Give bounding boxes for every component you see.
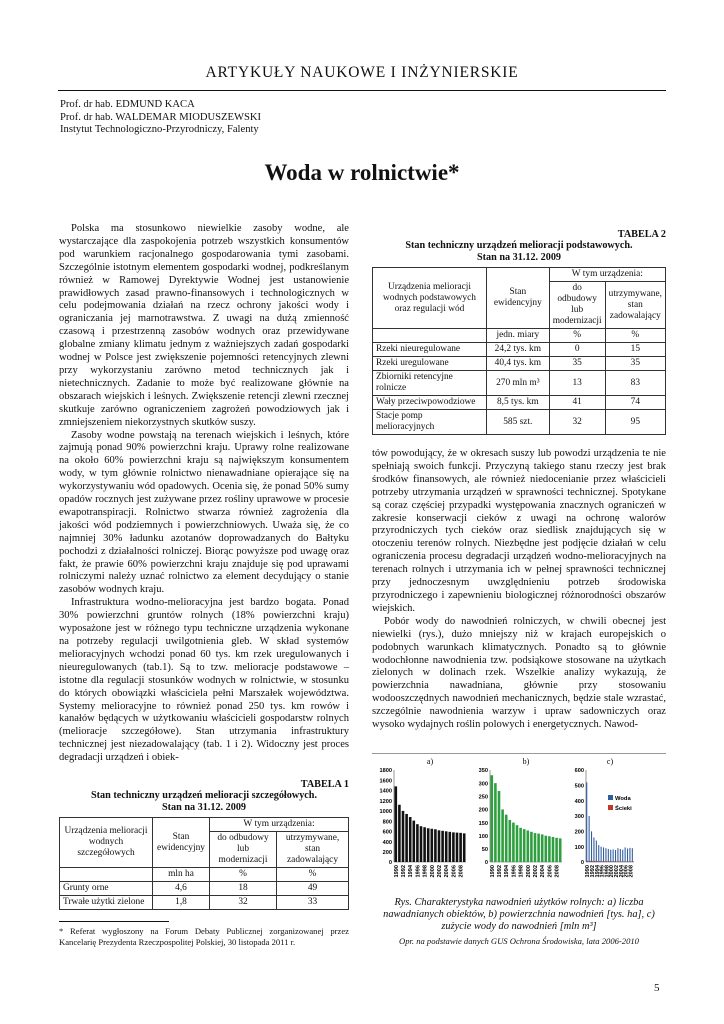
bar [505, 815, 508, 862]
bar-Ścieki [602, 861, 603, 862]
x-tick-label: 1998 [422, 865, 429, 878]
bar-Ścieki [628, 861, 629, 862]
table-row [60, 896, 349, 910]
bar [541, 834, 544, 862]
panel-label: c) [606, 757, 614, 766]
x-tick-label: 1992 [590, 865, 596, 878]
x-tick-label: 2008 [554, 865, 561, 878]
bar-Ścieki [594, 861, 595, 862]
bar [431, 829, 434, 862]
x-tick-label: 1996 [415, 865, 422, 878]
x-tick-label: 2004 [618, 865, 625, 878]
bar-Woda [627, 849, 628, 862]
cell: Zbiorniki retencyjne rolnicze [373, 371, 487, 396]
bar-Woda [620, 849, 621, 862]
figure-charts [372, 754, 666, 894]
x-tick-label: 2002 [533, 865, 539, 878]
y-tick-label: 600 [574, 768, 584, 775]
author-1: Prof. dr hab. EDMUND KACA [60, 99, 195, 110]
paragraph-1: Polska ma stosunkowo niewielkie zasoby wodne, ale wystarczające dla zaspokojenia potrzeb wszystkich konsumentów pod warunkiem racjonalnego gospodarowania tymi zasobami. Szczególnie istotnym elementem gospodarki wodnej, podkreślanym również w Ramowej Dyrektywie Wodnej jest ustanowienie prawidłowych zasad prawno-finansowych i technologicznych w celu podejmowania działań na rzecz ochrony jakości wody i ograniczania jej marnotrawstwa. Z uwagi na dużą zmienność czasową i przestrzenną zasobów wodnych oraz przewidywane globalne zmiany klimatu jednym z ważniejszych zadań gospodarki wodnej w Polsce jest zwiększenie pojemności retencyjnych zlewni przy wykorzystaniu zarówno metod technicznych jak i nietechnicznych. Zadanie to może być realizowane głównie na obszarach wiejskich i leśnych. Zwiększenie retencji zlewni rzecznej skutkuje zarówno ograniczeniem zagrożeń powodziowych jak i zmniejszeniem niekorzystnych skutków suszy. [59, 223, 349, 428]
panel-label: b) [522, 757, 530, 766]
t2-header-b: utrzymywane, stan zadowalający [605, 282, 665, 329]
cell: 40,4 tys. km [486, 357, 549, 371]
x-tick-label: 1998 [604, 865, 611, 878]
cell: Wały przeciwpowodziowe [373, 396, 487, 410]
cell: 270 mln m³ [486, 371, 549, 396]
bar [402, 811, 405, 862]
bar-Ścieki [630, 861, 631, 862]
cell: 0 [549, 343, 605, 357]
bar [413, 821, 416, 862]
bar-Woda [598, 845, 599, 862]
bar [534, 833, 537, 862]
footnote: * Referat wygłoszony na Forum Debaty Publicznej zorganizowanej przez Kancelarię Prezydenta Rzeczpospolitej Polskiej, 30 listopada 2011 r. [59, 926, 349, 947]
cell: Rzeki nieuregulowane [373, 343, 487, 357]
y-tick-label: 300 [574, 814, 584, 821]
x-tick-label: 1994 [594, 865, 601, 878]
y-tick-label: 0 [580, 860, 584, 867]
t1-header-a: do odbudowy lub modernizacji [210, 832, 277, 868]
bar [452, 832, 455, 862]
t2-pct-b: % [605, 329, 665, 343]
y-tick-label: 1400 [379, 788, 392, 795]
figure [372, 753, 666, 894]
cell: 32 [210, 896, 277, 910]
bar-Ścieki [599, 861, 600, 862]
y-tick-label: 1800 [379, 768, 392, 775]
y-tick-label: 1600 [379, 778, 392, 785]
t2-header-a: do odbudowy lub modernizacji [549, 282, 605, 329]
bar-Woda [608, 849, 609, 862]
bar [530, 832, 533, 862]
bar-Woda [610, 850, 611, 862]
bar-Woda [605, 848, 606, 862]
cell: 32 [549, 410, 605, 435]
y-tick-label: 0 [484, 860, 488, 867]
cell: 35 [549, 357, 605, 371]
table-1-label: TABELA 1 [300, 779, 349, 790]
t1-pct-a: % [210, 868, 277, 882]
t2-unit: jedn. miary [486, 329, 549, 343]
x-tick-label: 1990 [489, 865, 496, 878]
table-2-label: TABELA 2 [617, 229, 666, 240]
bar-Woda [617, 848, 618, 862]
bar [559, 838, 562, 862]
cell: 8,5 tys. km [486, 396, 549, 410]
bar [555, 838, 558, 862]
bar-Woda [589, 816, 590, 862]
x-tick-label: 2000 [609, 865, 616, 878]
article-title: Woda w rolnictwie* [264, 160, 460, 185]
bar [512, 823, 515, 862]
cell: 4,6 [153, 882, 210, 896]
x-tick-label: 1992 [401, 865, 407, 878]
panel-label: a) [426, 757, 434, 766]
y-tick-label: 250 [478, 794, 488, 801]
figure-source: Opr. na podstawie danych GUS Ochrona Środowiska, lata 2006-2010 [399, 936, 639, 946]
y-tick-label: 100 [574, 844, 584, 851]
table-1-caption-date: Stan na 31.12. 2009 [161, 802, 247, 814]
bar-Woda [593, 837, 594, 862]
figure-caption: Rys. Charakterystyka nawodnień użytków rolnych: a) liczba nawadnianych obiektów, b) powierzchnia nawodnień [tys. ha], c) zużycie wody do nawodnień [mln m³] [383, 897, 655, 933]
cell: 49 [277, 882, 349, 896]
paragraph-4: tów powodujący, że w okresach suszy lub powodzi urządzenia te nie spełniają swoich funkcji. Przyczyną takiego stanu rzeczy jest brak środków finansowych, ale również niedocenianie przez właścicieli potrzeby utrzymania urządzeń w sprawności technicznej. Spotykane są coraz częściej przypadki występowania znacznych ograniczeń w zakresie konserwacji cieków z uwagi na ochronę walorów przyrodniczych tych cieków oraz siedlisk znajdujących się w otoczeniu terenów rolnych. Niezbędne jest podjęcie działań w celu ograniczenia procesu degradacji urządzeń wodno-melioracyjnych na terenach rolnych i utrzymania ich w pełnej sprawności technicznej przy jednoczesnym uwzględnieniu potrzeb środowiska przyrodniczego i zapewnieniu biologicznej różnorodności obszarów wiejskich. [372, 448, 666, 614]
x-tick-label: 2000 [525, 865, 532, 878]
bar [527, 830, 530, 862]
table-1-caption: Stan techniczny urządzeń melioracji szczegółowych. [90, 790, 318, 801]
y-tick-label: 500 [574, 783, 584, 790]
author-block [60, 99, 261, 137]
x-tick-label: 1998 [518, 865, 525, 878]
cell: Rzeki uregulowane [373, 357, 487, 371]
cell: 15 [605, 343, 665, 357]
x-tick-label: 2002 [437, 865, 443, 878]
journal-section-header: ARTYKUŁY NAUKOWE I INŻYNIERSKIE [205, 64, 519, 81]
left-column [59, 223, 349, 765]
x-tick-label: 1992 [497, 865, 503, 878]
paragraph-3: Infrastruktura wodno-melioracyjna jest bardzo bogata. Ponad 30% powierzchni gruntów rolnych (18% powierzchni kraju) wyposażone jest w różnego typu techniczne urządzenia wykonane na potrzeby regulacji uwilgotnienia gleb. W skład systemów melioracyjnych wchodzi ponad 60 tys. km rzek uregulowanych i nieuregulowanych (tab.1). Są to tzw. melioracje podstawowe – istotne dla regulacji stosunków wodnych w rolnictwie, w stosunku do których obowiązki właściciela pełni Marszałek województwa. Systemy melioracyjne to również ponad 250 tys. km rowów i kanałów będących w użytkowaniu właścicieli gospodarstw rolnych (melioracje szczegółowe). Stan utrzymania infrastruktury technicznej jest niezadowalający (tab. 1 i 2). Widoczny jest proces degradacji urządzeń i obiek- [59, 597, 349, 764]
cell: 13 [549, 371, 605, 396]
y-tick-label: 200 [574, 829, 584, 836]
x-tick-label: 2008 [458, 865, 465, 878]
t2-header-stan: Stan ewidencyjny [486, 268, 549, 329]
cell: 35 [605, 357, 665, 371]
table-row [373, 371, 666, 396]
table-2-caption: Stan techniczny urządzeń melioracji podstawowych. [405, 240, 633, 251]
t1-header-wtym: W tym urządzenia: [210, 818, 349, 832]
cell: Stacje pomp melioracyjnych [373, 410, 487, 435]
bar [545, 836, 548, 862]
bar [434, 829, 437, 862]
bar [516, 825, 519, 862]
bar [501, 809, 504, 862]
bar-Ścieki [604, 861, 605, 862]
cell: Grunty orne [60, 882, 153, 896]
x-tick-label: 2002 [614, 865, 620, 878]
bar [398, 805, 401, 862]
bar-Woda [632, 848, 633, 862]
bar [445, 831, 448, 862]
bar-Woda [615, 850, 616, 862]
y-tick-label: 350 [478, 768, 488, 775]
bar-Ścieki [609, 861, 610, 862]
bar-Ścieki [633, 861, 634, 862]
x-tick-label: 2006 [547, 865, 554, 878]
y-tick-label: 200 [382, 849, 392, 856]
y-tick-label: 800 [382, 819, 392, 826]
t1-header-b: utrzymywane, stan zadowalający [277, 832, 349, 868]
bar-Ścieki [626, 861, 627, 862]
bar-Ścieki [616, 861, 617, 862]
x-tick-label: 1996 [511, 865, 518, 878]
y-tick-label: 400 [382, 839, 392, 846]
x-tick-label: 1994 [504, 865, 511, 878]
table-2-block [372, 229, 666, 435]
table-row [373, 357, 666, 371]
cell: Trwałe użytki zielone [60, 896, 153, 910]
affiliation: Instytut Technologiczno-Przyrodniczy, Falenty [60, 124, 259, 136]
cell: 18 [210, 882, 277, 896]
x-tick-label: 2004 [444, 865, 451, 878]
cell: 33 [277, 896, 349, 910]
cell: 41 [549, 396, 605, 410]
bar-Ścieki [606, 861, 607, 862]
bar [491, 775, 494, 862]
t1-unit: mln ha [153, 868, 210, 882]
bar [456, 833, 459, 862]
bar-Ścieki [597, 861, 598, 862]
y-tick-label: 200 [478, 807, 488, 814]
bar-Ścieki [611, 861, 612, 862]
bar-Ścieki [623, 861, 624, 862]
x-tick-label: 2000 [429, 865, 436, 878]
x-tick-label: 1990 [393, 865, 400, 878]
bar-Woda [601, 847, 602, 862]
bar [537, 834, 540, 862]
bar [449, 832, 452, 862]
legend-label: Woda [615, 796, 631, 802]
footnote-rule [59, 921, 169, 922]
bar [409, 817, 412, 862]
x-tick-label: 1994 [408, 865, 415, 878]
author-2: Prof. dr hab. WALDEMAR MIODUSZEWSKI [60, 111, 262, 123]
bar [459, 833, 462, 862]
bar-Ścieki [590, 861, 591, 862]
cell: 1,8 [153, 896, 210, 910]
bar-Woda [586, 782, 587, 862]
bar [519, 828, 522, 862]
legend-label: Ścieki [615, 806, 632, 812]
cell: 95 [605, 410, 665, 435]
bar [427, 828, 430, 862]
bar-Woda [622, 850, 623, 862]
bar [463, 833, 466, 862]
bar-Woda [625, 847, 626, 862]
bar-Woda [591, 831, 592, 862]
y-tick-label: 150 [478, 820, 488, 827]
y-tick-label: 300 [478, 781, 488, 788]
t2-header-device: Urządzenia melioracji wodnych podstawowych oraz regulacji wód [373, 268, 487, 329]
bar [523, 829, 526, 862]
header-rule [58, 90, 666, 91]
cell: 585 szt. [486, 410, 549, 435]
bar-Ścieki [614, 861, 615, 862]
t1-header-device: Urządzenia melioracji wodnych szczegółowych [60, 818, 153, 868]
bar [423, 827, 426, 862]
table-row [60, 882, 349, 896]
cell: 83 [605, 371, 665, 396]
x-tick-label: 1990 [585, 865, 592, 878]
bar [420, 826, 423, 862]
bar [438, 830, 441, 862]
table-2 [372, 267, 666, 435]
y-tick-label: 600 [382, 829, 392, 836]
bar [552, 837, 555, 862]
table-row [373, 396, 666, 410]
table-row [373, 343, 666, 357]
bar-Woda [603, 847, 604, 862]
x-tick-label: 1996 [599, 865, 606, 878]
y-tick-label: 100 [478, 833, 488, 840]
bar-Ścieki [587, 861, 588, 862]
bar-Woda [596, 841, 597, 862]
bar-Woda [629, 848, 630, 862]
paragraph-5: Pobór wody do nawodnień rolniczych, w chwili obecnej jest niewielki (rys.), dużo mniejszy niż w krajach europejskich o podobnych warunkach klimatycznych. Ponadto są to głównie wodochłonne nawodnienia tzw. podsiąkowe stosowane na użytkach zielonych w dolinach rzek. Wszelkie analizy wykazują, że powierzchnia nawadniana, głównie przy stosowaniu wodooszczędnych nawodnień mechanicznych, będzie stale wzrastać, szczególnie nawodnienia warzyw i upraw sadowniczych oraz wysoko wydajnych roślin polowych i energetycznych. Nawod- [372, 615, 666, 731]
cell: 24,2 tys. km [486, 343, 549, 357]
table-row [373, 410, 666, 435]
legend-swatch [608, 805, 613, 810]
bar [395, 786, 398, 862]
x-tick-label: 2008 [628, 865, 635, 878]
right-column [372, 448, 666, 732]
y-tick-label: 1200 [379, 798, 392, 805]
y-tick-label: 1000 [379, 809, 392, 816]
bar [441, 831, 444, 862]
t2-header-wtym: W tym urządzenia: [549, 268, 665, 282]
t1-pct-b: % [277, 868, 349, 882]
bar-Woda [613, 849, 614, 862]
bar [509, 820, 512, 862]
table-1-block [59, 779, 349, 910]
x-tick-label: 2006 [623, 865, 630, 878]
bar [498, 791, 501, 862]
y-tick-label: 0 [388, 860, 392, 867]
cell: 74 [605, 396, 665, 410]
bar-Ścieki [621, 861, 622, 862]
bar [405, 814, 408, 862]
bar [548, 836, 551, 862]
table-1 [59, 817, 349, 910]
x-tick-label: 2004 [540, 865, 547, 878]
page-number: 5 [654, 982, 660, 994]
bar [494, 783, 497, 862]
legend-swatch [608, 795, 613, 800]
bar [416, 824, 419, 862]
t1-header-stan: Stan ewidencyjny [153, 818, 210, 868]
y-tick-label: 50 [481, 847, 488, 854]
x-tick-label: 2006 [451, 865, 458, 878]
bar-Ścieki [592, 861, 593, 862]
bar-Ścieki [618, 861, 619, 862]
table-2-caption-date: Stan na 31.12. 2009 [476, 252, 562, 264]
y-tick-label: 400 [574, 798, 584, 805]
paragraph-2: Zasoby wodne powstają na terenach wiejskich i leśnych, które zajmują ponad 90% powierzchni kraju. Uprawy rolne realizowane na około 60% powierzchni kraju są największym konsumentem wody, w tym głównie rolnictwo nienawadniane opierające się na wykorzystywaniu wód opadowych. Ocenia się, że ponad 50% sumy opadów rocznych jest zużywane przez rośliny uprawowe w procesie ewapotranspiracji. Rolnictwo stwarza również zagrożenia dla jakości wód podziemnych i powierzchniowych. Uważa się, że co najmniej 30% ładunku azotanów doprowadzanych do Bałtyku pochodzi z działalności rolniczej. Biorąc powyższe pod uwagę oraz fakt, że prawie 60% powierzchni kraju znajduje się pod uprawami rolniczymi należy uznać rolnictwo za element decydujący o stanie zasobów wodnych kraju. [59, 429, 349, 596]
t2-pct-a: % [549, 329, 605, 343]
